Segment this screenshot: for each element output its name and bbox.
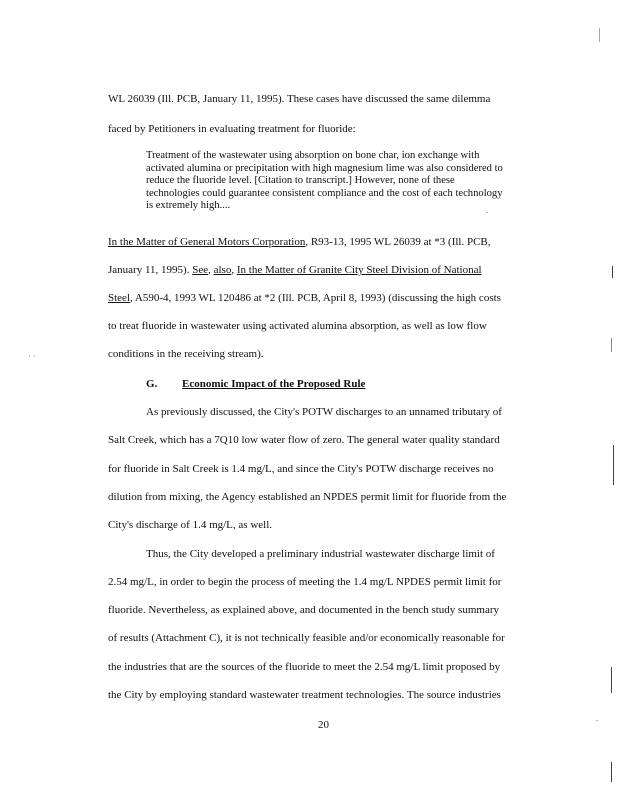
scan-mark (611, 338, 612, 352)
block-quote: Treatment of the wastewater using absorption on bone char, ion exchange with activated alumina or precipitation with high magnesium lime was also considered to reduce the fluoride level. [Citation to transcript.] However, none of these technologies could guarantee consistent compliance and the cost of each technology is extremely high.... (146, 150, 503, 211)
section-title: Economic Impact of the Proposed Rule (182, 378, 366, 390)
scan-speck: . (486, 205, 489, 215)
citation-line (108, 235, 544, 249)
case-name: In the Matter of Granite City Steel Division of National (236, 264, 482, 276)
scan-mark (612, 266, 613, 278)
signal-also: also (213, 264, 232, 276)
paragraph-line: of results (Attachment C), it is not technically feasible and/or economically reasonable for (108, 632, 505, 644)
signal-see: See (192, 264, 209, 276)
section-number: G. (146, 378, 158, 390)
scan-mark (599, 28, 600, 42)
citation-text: conditions in the receiving stream). (108, 348, 264, 360)
citation-line (108, 319, 544, 333)
citation-text: to treat fluoride in wastewater using activated alumina absorption, as well as low flow (108, 320, 487, 332)
citation-line (108, 291, 544, 305)
paragraph-line: the City by employing standard wastewater treatment technologies. The source industries (108, 689, 501, 701)
paragraph-line: dilution from mixing, the Agency established an NPDES permit limit for fluoride from the (108, 491, 507, 503)
case-name: Steel (108, 292, 130, 304)
citation-line: January 11, 1995). See, also, In the Matter of Granite City Steel Division of National (108, 264, 482, 276)
paragraph-line: for fluoride in Salt Creek is 1.4 mg/L, and since the City's POTW discharge receives no (108, 463, 494, 475)
paragraph-line: City's discharge of 1.4 mg/L, as well. (108, 519, 273, 531)
citation-text: January 11, 1995). (108, 264, 193, 276)
case-name: In the Matter of General Motors Corporation (108, 236, 306, 248)
scan-speck: ˙ ˙ (28, 354, 37, 364)
paragraph-line: Thus, the City developed a preliminary industrial wastewater discharge limit of (146, 548, 495, 560)
citation-line (108, 347, 544, 361)
text-line: faced by Petitioners in evaluating treatment for fluoride: (108, 123, 356, 135)
paragraph-line: Salt Creek, which has a 7Q10 low water flow of zero. The general water quality standard (108, 434, 500, 446)
paragraph-line: As previously discussed, the City's POTW discharges to an unnamed tributary of (146, 406, 502, 418)
paragraph-line: fluoride. Nevertheless, as explained above, and documented in the bench study summary (108, 604, 499, 616)
page-number: 20 (318, 719, 329, 731)
section-heading (146, 377, 365, 391)
citation-text: , A590-4, 1993 WL 120486 at *2 (Ill. PCB, April 8, 1993) (discussing the high costs (130, 292, 501, 304)
scan-speck: . (596, 713, 599, 723)
scan-mark (613, 445, 614, 485)
paragraph-line: 2.54 mg/L, in order to begin the process of meeting the 1.4 mg/L NPDES permit limit for (108, 576, 502, 588)
scan-mark (611, 667, 612, 693)
text-line: WL 26039 (Ill. PCB, January 11, 1995). These cases have discussed the same dilemma (108, 93, 491, 105)
citation-text: , R93-13, 1995 WL 26039 at *3 (Ill. PCB, (305, 236, 491, 248)
scan-mark (611, 762, 612, 782)
paragraph-line: the industries that are the sources of the fluoride to meet the 2.54 mg/L limit proposed by (108, 661, 501, 673)
